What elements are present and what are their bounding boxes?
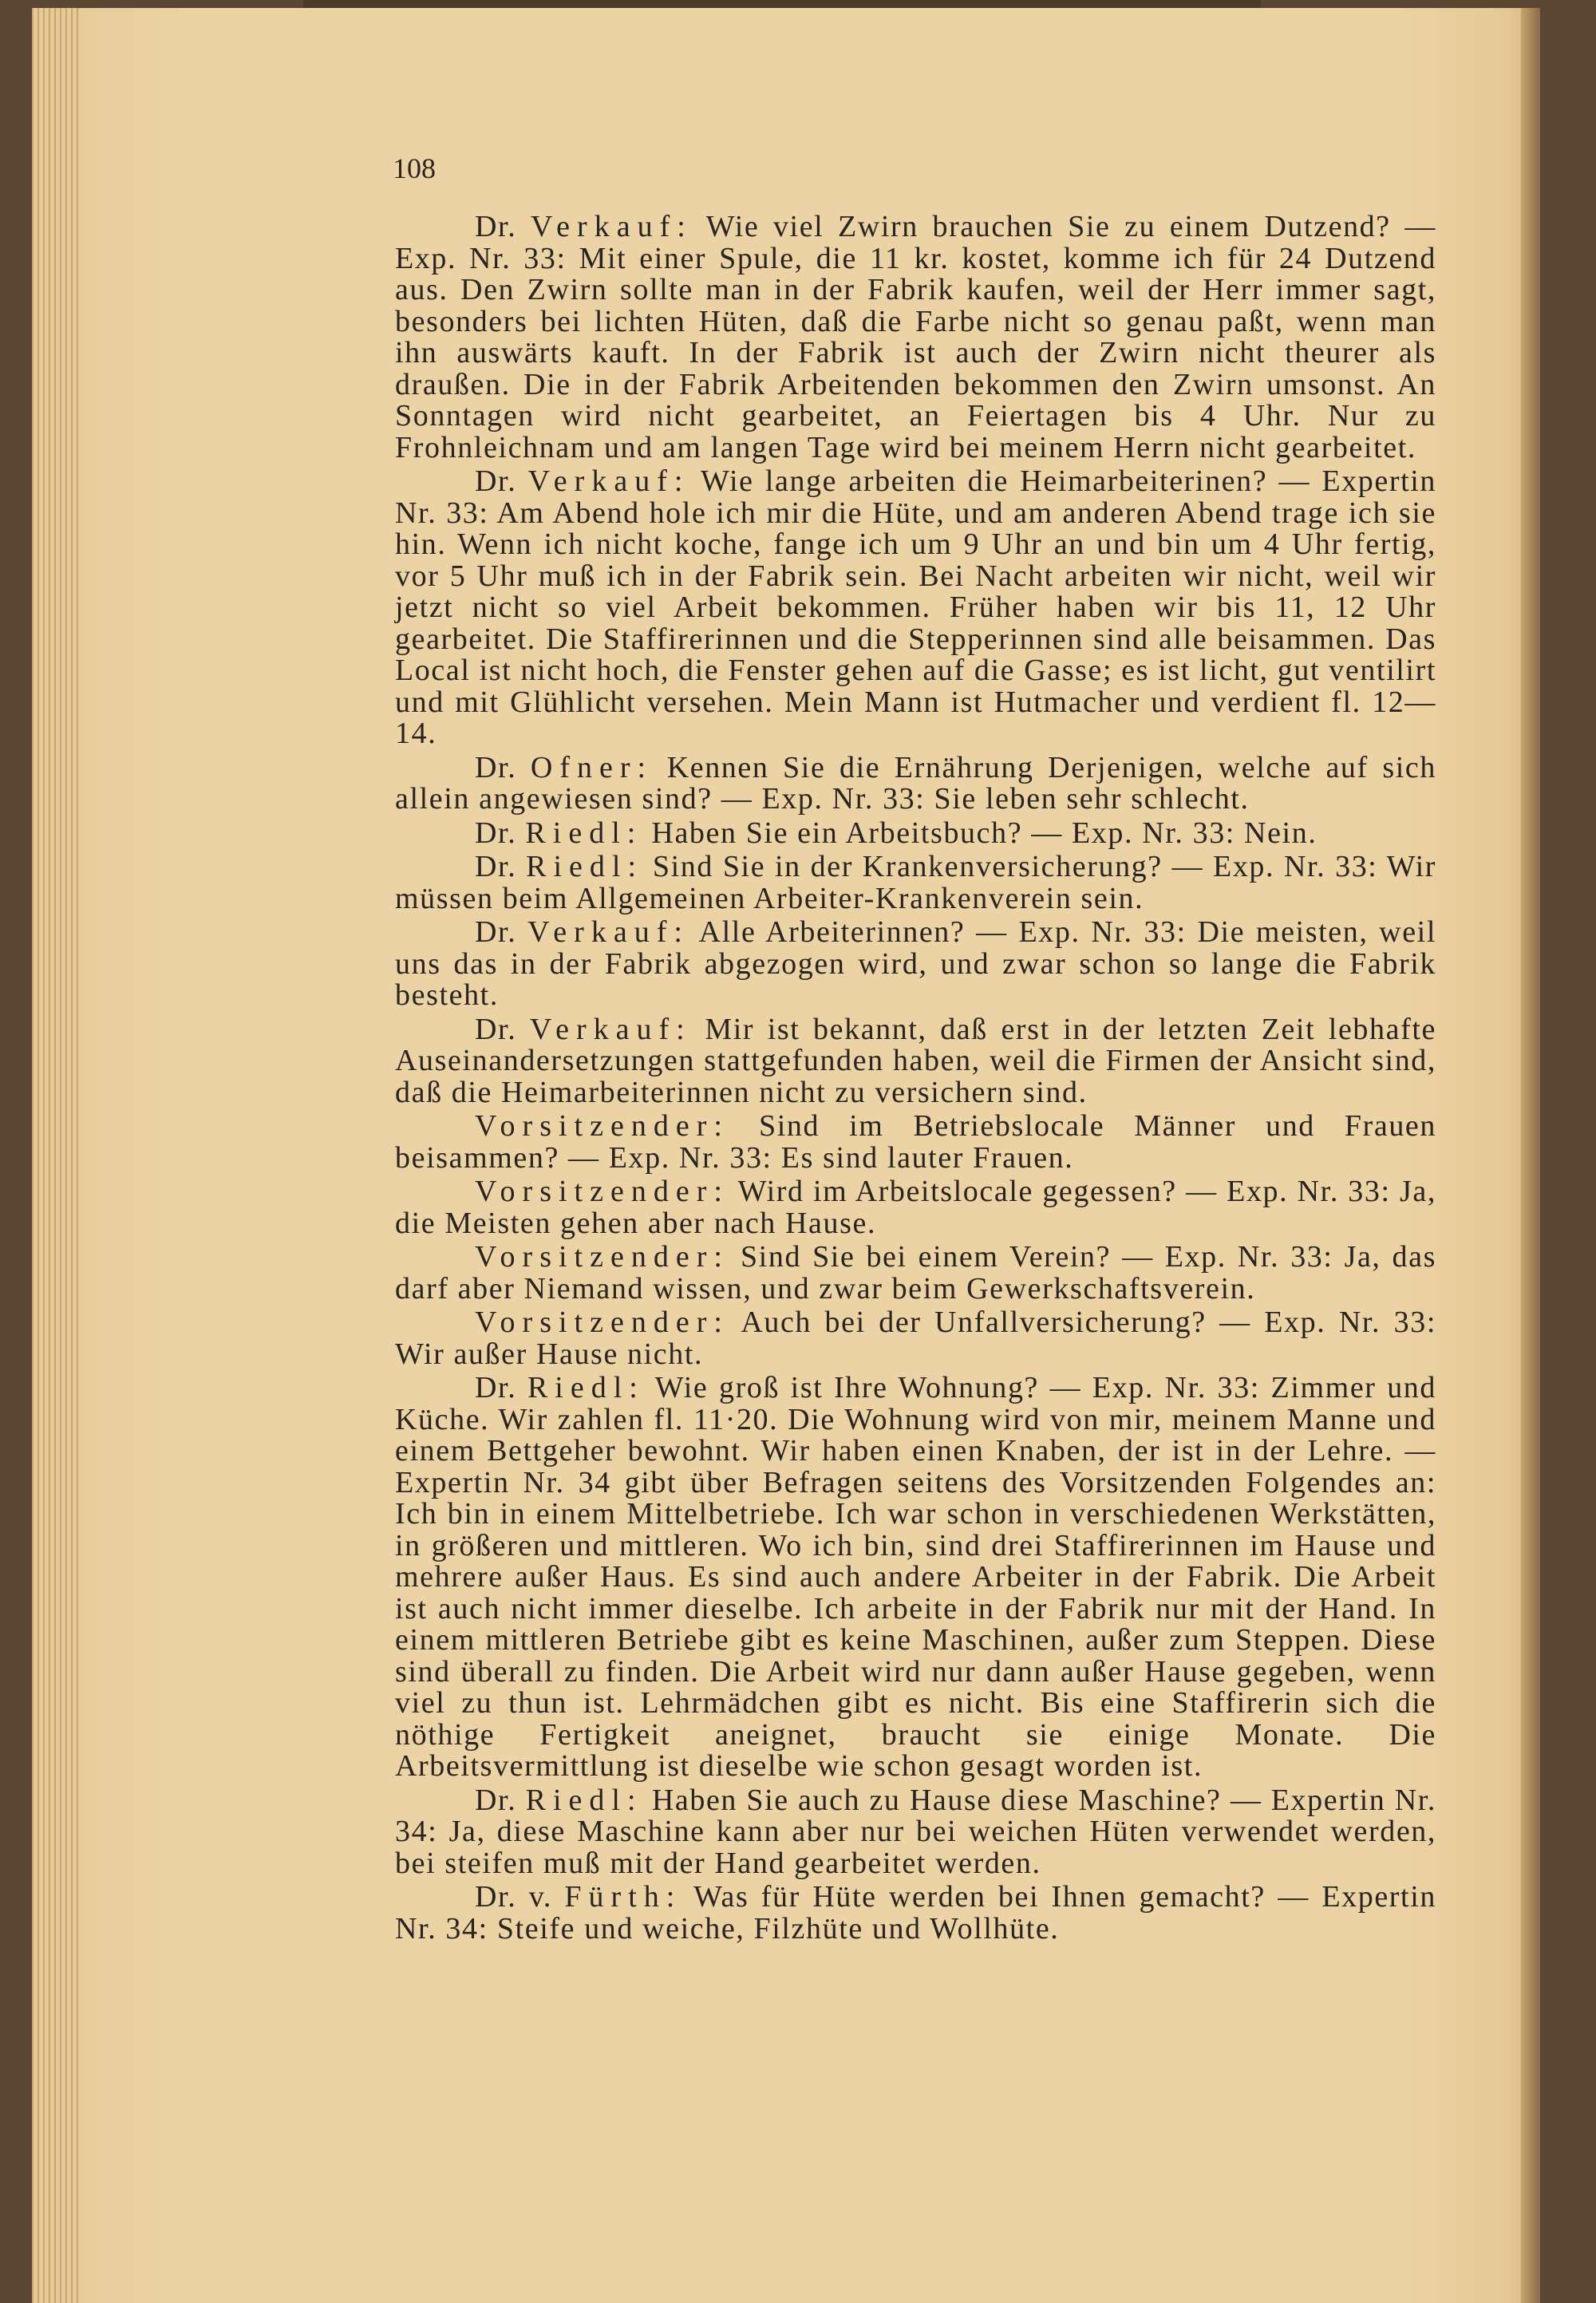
speaker-title: Dr. [475,1371,517,1404]
speaker-title: Dr. [475,1012,517,1046]
speaker-name: Vorsitzender: [475,1175,729,1208]
paragraph [395,917,1436,1012]
paragraph [395,466,1436,750]
paragraph [395,750,1436,816]
paragraph-text: Wie lange arbeiten die Heimarbeiterinen? — Expertin Nr. 33: Am Abend hole ich mir die Hüte, und am anderen Abend trage ich sie hin. Wenn ich nicht koche, fange ich um 9 Uhr an und bin um 4 Uhr fertig, vor 5 Uhr muß ich in der Fabrik sein. Bei Nacht arbeiten wir nicht, weil wir jetzt nicht so viel Arbeit bekommen. Früher haben wir bis 11, 12 Uhr gearbeitet. Die Staffirerinnen und die Stepperinnen sind alle beisammen. Das Local ist nicht hoch, die Fenster gehen auf die Gasse; es ist licht, gut ventilirt und mit Glühlicht versehen. Mein Mann ist Hutmacher und verdient fl. 12—14. [395,464,1436,750]
speaker-name: Verkauf: [527,915,689,949]
speaker-name: Ofner: [530,750,654,784]
paragraph [395,818,1436,850]
paragraph-text: Sind Sie in der Krankenversicherung? — Exp. Nr. 33: Wir müssen beim Allgemeinen Arbeiter-Krankenverein sein. [395,850,1436,915]
paragraph-text: Wie viel Zwirn brauchen Sie zu einem Dutzend? — Exp. Nr. 33: Mit einer Spule, die 11 kr. kostet, komme ich für 24 Dutzend aus. Den Zwirn sollte man in der Fabrik kaufen, weil der Herr immer sagt, besonders bei lichten Hüten, daß die Farbe nicht so genau paßt, wenn man ihn auswärts kauft. In der Fabrik ist auch der Zwirn nicht theurer als draußen. Die in der Fabrik Arbeitenden bekommen den Zwirn umsonst. An Sonntagen wird nicht gearbeitet, an Feiertagen bis 4 Uhr. Nur zu Frohnleichnam und am langen Tage wird bei meinem Herrn nicht gearbeitet. [395,210,1436,464]
paragraph-text: Alle Arbeiterinnen? — Exp. Nr. 33: Die meisten, weil uns das in der Fabrik abgezogen wird, und zwar schon so lange die Fabrik besteht. [395,915,1436,1012]
paragraph [395,851,1436,914]
paragraph-text: Kennen Sie die Ernährung Derjenigen, welche auf sich allein angewiesen sind? — Exp. Nr. 33: Sie leben sehr schlecht. [395,750,1436,816]
paragraph [395,1014,1436,1109]
paragraph [395,1373,1436,1783]
paragraph-text: Mir ist bekannt, daß erst in der letzten Zeit lebhafte Auseinandersetzungen stattgefunden haben, weil die Firmen der Ansicht sind, daß die Heimarbeiterinnen nicht zu versichern sind. [395,1012,1436,1109]
speaker-name: Riedl: [526,850,644,883]
paragraph-text: Sind im Betriebslocale Männer und Frauen beisammen? — Exp. Nr. 33: Es sind lauter Frauen. [395,1109,1436,1175]
speaker-name: Vorsitzender: [475,1240,729,1274]
paragraph [395,1307,1436,1370]
speaker-title: Dr. v. [475,1880,552,1914]
speaker-name: Riedl: [525,1783,643,1817]
speaker-title: Dr. [475,816,517,850]
paragraph [395,211,1436,464]
speaker-name: Vorsitzender: [475,1306,729,1339]
cover-edge [303,0,1261,8]
speaker-name: Verkauf: [530,210,693,243]
speaker-name: Vorsitzender: [475,1109,729,1143]
stacked-page-edges [32,8,80,2303]
paragraph [395,1785,1436,1880]
speaker-name: Verkauf: [527,464,690,498]
speaker-name: Riedl: [525,816,643,850]
paragraph-text: Was für Hüte werden bei Ihnen gemacht? — Expertin Nr. 34: Steife und weiche, Filzhüte und Wollhüte. [395,1880,1436,1946]
speaker-name: Fürth: [564,1880,682,1914]
speaker-name: Verkauf: [529,1012,692,1046]
paragraph-text: Haben Sie ein Arbeitsbuch? — Exp. Nr. 33: Nein. [651,816,1317,850]
paragraph-text: Wird im Arbeitslocale gegessen? — Exp. Nr. 33: Ja, die Meisten gehen aber nach Hause. [395,1175,1436,1240]
paragraph [395,1176,1436,1239]
speaker-title: Dr. [475,1783,517,1817]
speaker-title: Dr. [475,850,517,883]
paragraph-text: Sind Sie bei einem Verein? — Exp. Nr. 33: Ja, das darf aber Niemand wissen, und zwar beim Gewerkschaftsverein. [395,1240,1436,1306]
paragraph [395,1242,1436,1305]
speaker-title: Dr. [475,210,517,243]
page-number: 108 [393,152,436,184]
book-page [32,8,1540,2303]
paragraph-text: Wie groß ist Ihre Wohnung? — Exp. Nr. 33: Zimmer und Küche. Wir zahlen fl. 11·20. Die Wohnung wird von mir, meinem Manne und einem Bettgeher bewohnt. Wir haben einen Knaben, der ist in der Lehre. — Expertin Nr. 34 gibt über Befragen seitens des Vorsitzenden Folgendes an: Ich bin in einem Mittelbetriebe. Ich war schon in verschiedenen Werkstätten, in größeren und mittleren. Wo ich bin, sind drei Staffirerinnen im Hause und mehrere außer Haus. Es sind auch andere Arbeiter in der Fabrik. Die Arbeit ist auch nicht immer dieselbe. Ich arbeite in der Fabrik nur mit der Hand. In einem mittleren Betriebe gibt es keine Maschinen, außer zum Steppen. Diese sind überall zu finden. Die Arbeit wird nur dann außer Hause gegeben, wenn viel zu thun ist. Lehrmädchen gibt es nicht. Bis eine Staffirerin sich die nöthige Fertigkeit aneignet, braucht sie einige Monate. Die Arbeitsvermittlung ist dieselbe wie schon gesagt worden ist. [395,1371,1436,1783]
body-text [395,211,1436,1947]
speaker-title: Dr. [475,915,517,949]
speaker-title: Dr. [475,464,517,498]
paragraph [395,1882,1436,1945]
speaker-title: Dr. [475,750,517,784]
page-binding-edge [1521,8,1540,2303]
paragraph-text: Auch bei der Unfallversicherung? — Exp. Nr. 33: Wir außer Hause nicht. [395,1306,1436,1371]
paragraph [395,1111,1436,1174]
paragraph-text: Haben Sie auch zu Hause diese Maschine? — Expertin Nr. 34: Ja, diese Maschine kann aber nur bei weichen Hüten verwendet werden, bei steifen muß mit der Hand gearbeitet werden. [395,1783,1437,1880]
speaker-name: Riedl: [527,1371,645,1404]
